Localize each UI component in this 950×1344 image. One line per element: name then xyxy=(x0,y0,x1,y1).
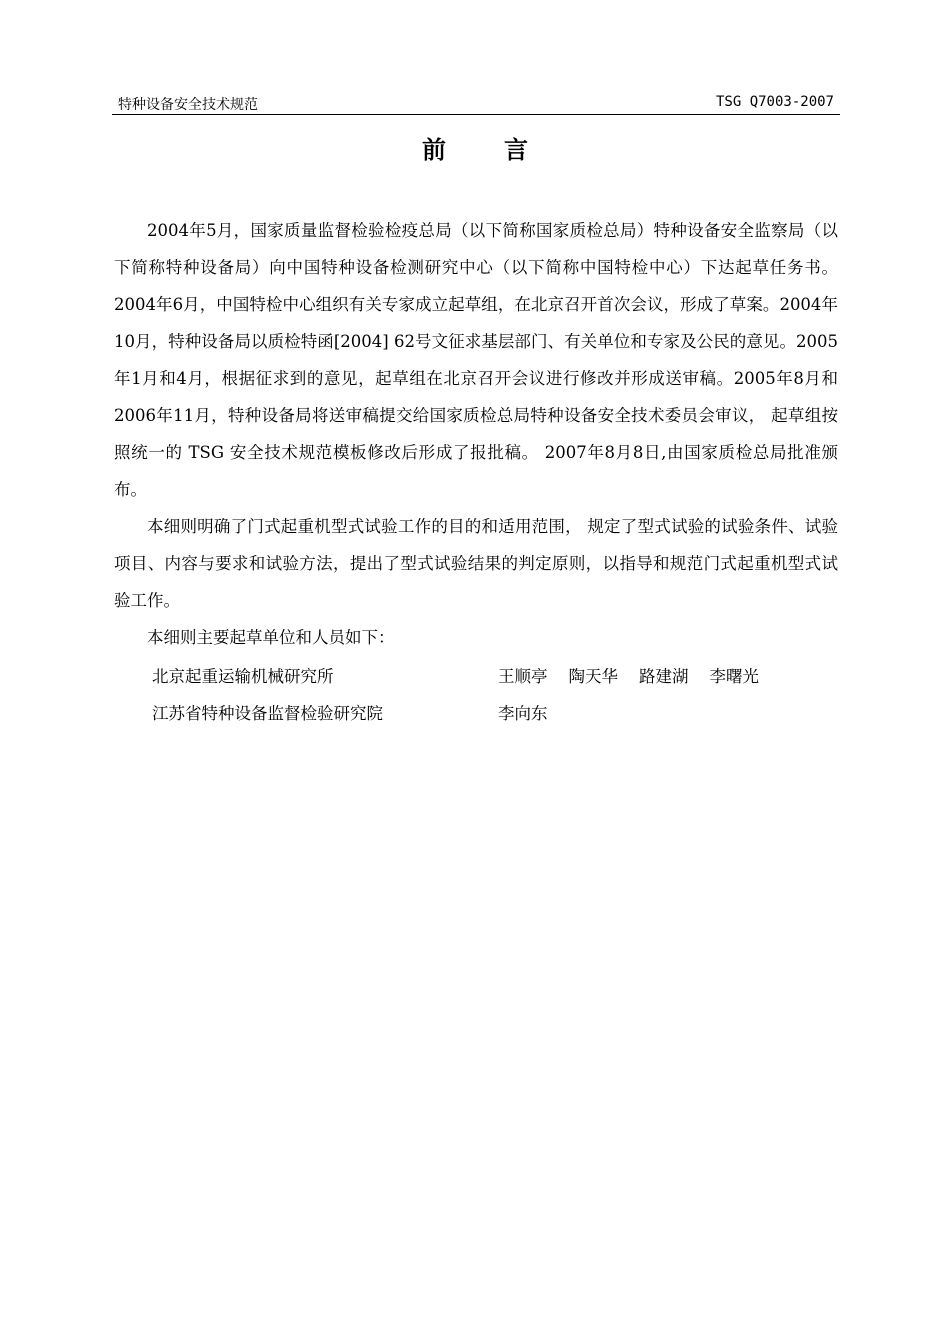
drafter-person: 陶天华 xyxy=(568,667,618,686)
header-series-title: 特种设备安全技术规范 xyxy=(118,97,258,113)
page-header xyxy=(112,92,840,115)
drafter-organization: 北京起重运输机械研究所 xyxy=(152,667,334,686)
paragraph-drafting-history: 2004年5月，国家质量监督检验检疫总局（以下简称国家质检总局）特种设备安全监察局（以下简称特种设备局）向中国特种设备检测研究中心（以下简称中国特检中心）下达起草任务书。2004年6月，中国特检中心组织有关专家成立起草组，在北京召开首次会议，形成了草案。2004年10月，特种设备局以质检特函[2004] 62号文征求基层部门、有关单位和专家及公民的意见。2005年1月和4月，根据征求到的意见，起草组在北京召开会议进行修改并形成送审稿。2005年8月和2006年11月，特种设备局将送审稿提交给国家质检总局特种设备安全技术委员会审议， 起草组按照统一的 TSG 安全技术规范模板修改后形成了报批稿。 2007年8月8日,由国家质检总局批准颁布。 xyxy=(114,221,838,499)
drafter-person: 李曙光 xyxy=(709,667,759,686)
drafter-person: 李向东 xyxy=(498,704,548,723)
drafter-organization: 江苏省特种设备监督检验研究院 xyxy=(152,704,383,723)
foreword-body xyxy=(114,212,838,656)
page-title: 前言 xyxy=(422,136,586,164)
drafter-person: 路建湖 xyxy=(639,667,689,686)
drafter-people xyxy=(498,658,780,695)
drafter-row xyxy=(152,695,842,732)
header-document-code: TSG Q7003-2007 xyxy=(715,94,834,110)
paragraph-scope: 本细则明确了门式起重机型式试验工作的目的和适用范围， 规定了型式试验的试验条件、试验项目、内容与要求和试验方法，提出了型式试验结果的判定原则，以指导和规范门式起重机型式试验工作。 xyxy=(114,517,838,610)
drafter-row xyxy=(152,658,842,695)
paragraph-drafters-intro: 本细则主要起草单位和人员如下： xyxy=(147,628,395,647)
drafters-list xyxy=(152,658,842,732)
drafter-person: 王顺亭 xyxy=(498,667,548,686)
drafter-people xyxy=(498,695,569,732)
